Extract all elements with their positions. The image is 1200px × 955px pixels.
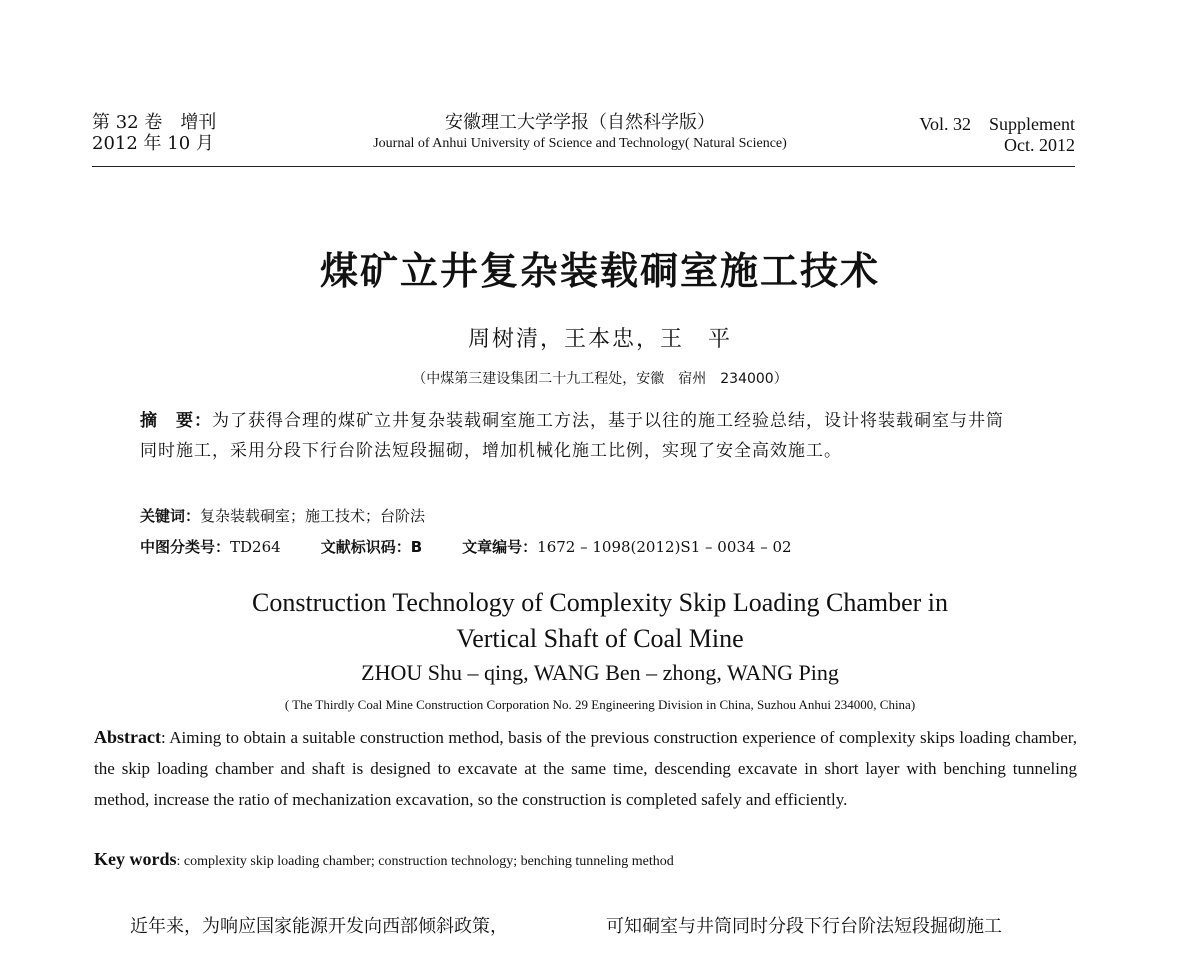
article-number-label: 文章编号： (462, 538, 538, 556)
clc-label: 中图分类号： (140, 538, 231, 556)
classification-row (140, 536, 792, 557)
affiliation-cn: （中煤第三建设集团二十九工程处，安徽 宿州 234000） (412, 371, 788, 387)
body-column-left: 近年来，为响应国家能源开发向西部倾斜政策， (94, 916, 508, 937)
header-issue-info (92, 112, 216, 154)
keywords-en-label: Key words (94, 849, 177, 869)
header-volume: 第 32 卷 增刊 (92, 112, 217, 133)
title-en (0, 585, 1200, 657)
header-rule (92, 166, 1075, 167)
keywords-en-text: : complexity skip loading chamber; construction technology; benching tunneling method (176, 854, 674, 869)
affiliation-en: ( The Thirdly Coal Mine Construction Corporation No. 29 Engineering Division in China, Suzhou Anhui 234000, China) (284, 697, 916, 712)
authors-cn: 周树清，王本忠，王 平 (467, 327, 732, 352)
keywords-en (94, 849, 674, 870)
header-volume-supplement: Vol. 32 Supplement (919, 114, 1075, 134)
abstract-cn (140, 406, 1020, 466)
authors-en: ZHOU Shu – qing, WANG Ben – zhong, WANG Ping (361, 660, 839, 685)
keywords-cn (140, 505, 425, 526)
keywords-cn-label: 关键词： (140, 507, 201, 525)
clc-value: TD264 (230, 538, 281, 556)
page-title: 煤矿立井复杂装载硐室施工技术 (319, 248, 880, 293)
abstract-en (94, 722, 1077, 815)
doc-code-label: 文献标识码： (320, 538, 411, 556)
keywords-cn-text: 复杂装载硐室；施工技术；台阶法 (200, 507, 426, 525)
doc-code-value: B (410, 538, 423, 556)
abstract-en-text: : Aiming to obtain a suitable construction method, basis of the previous construction experience of complexity skips loading chamber, the skip loading chamber and shaft is designed to excavate at the same time, descending excavate in short layer with benching tunneling method, increase the ratio of mechanization excavation, so the construction is completed safely and efficiently. (94, 728, 1077, 809)
header-date-en: Oct. 2012 (1004, 135, 1075, 155)
abstract-cn-text: 为了获得合理的煤矿立井复杂装载硐室施工方法，基于以往的施工经验总结，设计将装载硐室与井筒同时施工，采用分段下行台阶法短段掘砌，增加机械化施工比例，实现了安全高效施工。 (140, 411, 1004, 461)
abstract-cn-label: 摘 要： (140, 411, 212, 431)
header-date: 2012 年 10 月 (92, 133, 214, 154)
body-column-right: 可知硐室与井筒同时分段下行台阶法短段掘砌施工 (606, 916, 1002, 937)
article-number-value: 1672 – 1098(2012)S1 – 0034 – 02 (537, 538, 792, 556)
journal-name-en: Journal of Anhui University of Science and Technology( Natural Science) (373, 136, 787, 151)
title-en-line1: Construction Technology of Complexity Skip Loading Chamber in (251, 588, 949, 617)
journal-name-cn: 安徽理工大学学报（自然科学版） (445, 112, 715, 133)
header-journal (300, 112, 860, 154)
title-en-line2: Vertical Shaft of Coal Mine (456, 624, 744, 653)
header-volume-en (919, 114, 1075, 156)
abstract-en-label: Abstract (94, 727, 161, 747)
